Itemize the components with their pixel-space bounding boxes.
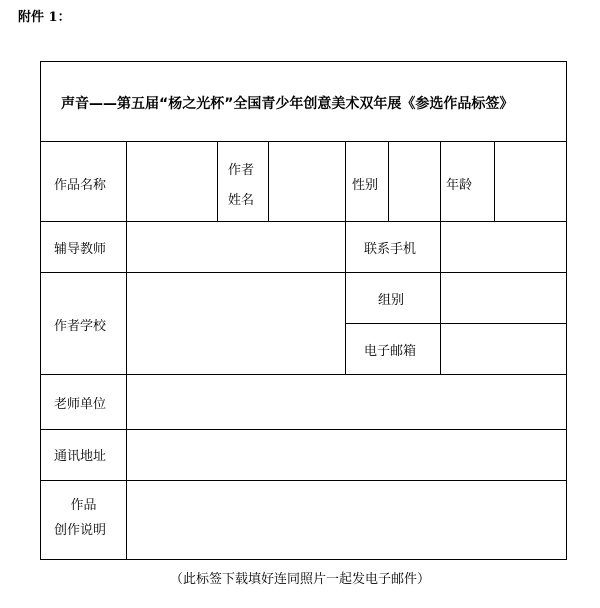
- age-field[interactable]: [495, 142, 566, 221]
- group-label: 组别: [378, 293, 405, 308]
- work-name-field[interactable]: [127, 142, 217, 221]
- author-school-field[interactable]: [127, 273, 345, 374]
- gender-field[interactable]: [389, 142, 440, 221]
- email-field[interactable]: [441, 324, 566, 374]
- form-title: 声音——第五届“杨之光杯”全国青少年创意美术双年展《参选作品标签》: [61, 96, 514, 112]
- group-field[interactable]: [441, 273, 566, 323]
- form-border-top: [40, 61, 567, 62]
- author-name-label-line1: 作者: [228, 163, 255, 178]
- author-name-label-line2: 姓名: [228, 193, 255, 208]
- description-field[interactable]: [127, 481, 566, 559]
- address-field[interactable]: [127, 430, 566, 480]
- rule-middle: [345, 141, 346, 375]
- author-school-label: 作者学校: [54, 319, 107, 334]
- gender-label: 性别: [352, 178, 379, 193]
- author-name-field[interactable]: [269, 142, 345, 221]
- email-label: 电子邮箱: [364, 344, 417, 359]
- footer-note: （此标签下载填好连同照片一起发电子邮件）: [169, 572, 430, 587]
- description-label-line2: 创作说明: [54, 523, 107, 538]
- instructor-label: 辅导教师: [54, 242, 107, 257]
- mobile-field[interactable]: [441, 222, 566, 272]
- form-border-bottom: [40, 559, 567, 560]
- attachment-label: 附件 1：: [18, 10, 71, 25]
- mobile-label: 联系手机: [364, 242, 417, 257]
- description-label-line1: 作品: [70, 498, 97, 513]
- rule-author-name-left: [217, 141, 218, 222]
- form-border-right: [566, 61, 567, 560]
- instructor-field[interactable]: [127, 222, 345, 272]
- form-border-left: [40, 61, 41, 560]
- work-name-label: 作品名称: [54, 178, 107, 193]
- age-label: 年龄: [446, 178, 473, 193]
- teacher-unit-label: 老师单位: [54, 397, 107, 412]
- address-label: 通讯地址: [54, 449, 107, 464]
- teacher-unit-field[interactable]: [127, 375, 566, 429]
